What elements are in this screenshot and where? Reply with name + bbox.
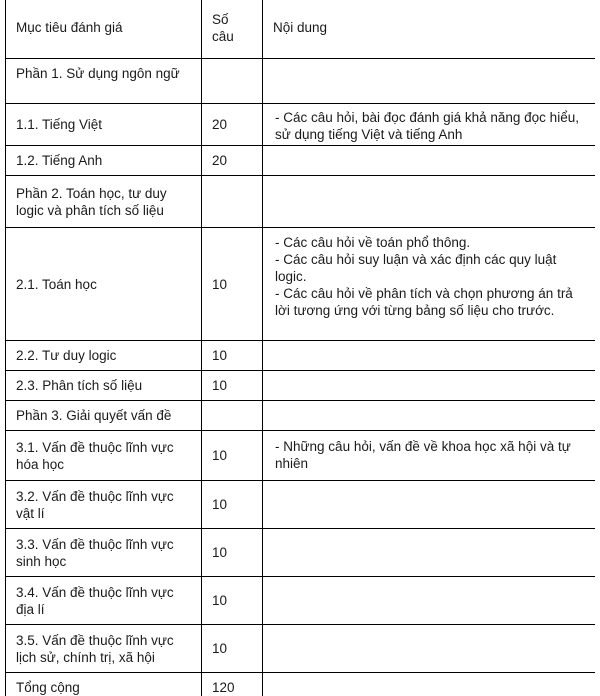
table-row xyxy=(6,625,596,673)
row-objective: 3.5. Vấn đề thuộc lĩnh vực lịch sử, chính trị, xã hội xyxy=(6,625,202,673)
row-objective: Phần 2. Toán học, tư duy logic và phân tích số liệu xyxy=(6,176,202,228)
row-content xyxy=(263,146,596,176)
header-count: Số câu xyxy=(202,0,263,59)
table-row xyxy=(6,577,596,625)
total-content xyxy=(263,673,596,696)
content-line: - Các câu hỏi về phân tích và chọn phương án trả lời tương ứng với từng bảng số liệu cho trước. xyxy=(275,286,573,318)
row-content xyxy=(263,176,596,228)
table-row xyxy=(6,104,596,146)
row-content: - Những câu hỏi, vấn đề về khoa học xã hội và tự nhiên xyxy=(263,431,596,481)
total-label: Tổng cộng xyxy=(6,673,202,696)
table-row xyxy=(6,341,596,371)
row-objective: 3.1. Vấn đề thuộc lĩnh vực hóa học xyxy=(6,431,202,481)
row-objective: 1.2. Tiếng Anh xyxy=(6,146,202,176)
table-row xyxy=(6,176,596,228)
row-count: 10 xyxy=(202,625,263,673)
row-objective: 3.3. Vấn đề thuộc lĩnh vực sinh học xyxy=(6,529,202,577)
header-content: Nội dung xyxy=(263,0,596,59)
row-content xyxy=(263,481,596,529)
header-objective: Mục tiêu đánh giá xyxy=(6,0,202,59)
header-row xyxy=(6,0,596,59)
row-objective: 2.1. Toán học xyxy=(6,228,202,341)
exam-structure-table xyxy=(5,0,595,696)
row-content xyxy=(263,529,596,577)
row-count: 10 xyxy=(202,431,263,481)
row-count: 20 xyxy=(202,146,263,176)
row-count: 10 xyxy=(202,341,263,371)
row-content: - Các câu hỏi, bài đọc đánh giá khả năng đọc hiểu, sử dụng tiếng Việt và tiếng Anh xyxy=(263,104,596,146)
total-row xyxy=(6,673,596,696)
row-count: 10 xyxy=(202,371,263,401)
row-content xyxy=(263,371,596,401)
table-row xyxy=(6,228,596,341)
row-count: 10 xyxy=(202,577,263,625)
table-row xyxy=(6,371,596,401)
table-row xyxy=(6,59,596,104)
row-content xyxy=(263,577,596,625)
row-objective: 3.2. Vấn đề thuộc lĩnh vực vật lí xyxy=(6,481,202,529)
row-objective: Phần 1. Sử dụng ngôn ngữ xyxy=(6,59,202,104)
content-line: - Các câu hỏi về toán phổ thông. xyxy=(275,235,471,250)
content-line: - Các câu hỏi suy luận và xác định các quy luật logic. xyxy=(275,252,557,284)
row-objective: 2.3. Phân tích số liệu xyxy=(6,371,202,401)
table-row xyxy=(6,481,596,529)
row-objective: Phần 3. Giải quyết vấn đề xyxy=(6,401,202,431)
total-count: 120 xyxy=(202,673,263,696)
table-row xyxy=(6,146,596,176)
row-content xyxy=(263,59,596,104)
row-count xyxy=(202,176,263,228)
row-count: 10 xyxy=(202,228,263,341)
exam-structure-sheet xyxy=(5,0,595,696)
row-count: 20 xyxy=(202,104,263,146)
row-count xyxy=(202,59,263,104)
row-count xyxy=(202,401,263,431)
row-count: 10 xyxy=(202,481,263,529)
row-count: 10 xyxy=(202,529,263,577)
row-content xyxy=(263,341,596,371)
table-row xyxy=(6,431,596,481)
row-content xyxy=(263,625,596,673)
row-objective: 2.2. Tư duy logic xyxy=(6,341,202,371)
row-objective: 1.1. Tiếng Việt xyxy=(6,104,202,146)
row-objective: 3.4. Vấn đề thuộc lĩnh vực địa lí xyxy=(6,577,202,625)
table-row xyxy=(6,529,596,577)
table-row xyxy=(6,401,596,431)
row-content xyxy=(263,228,596,341)
row-content xyxy=(263,401,596,431)
